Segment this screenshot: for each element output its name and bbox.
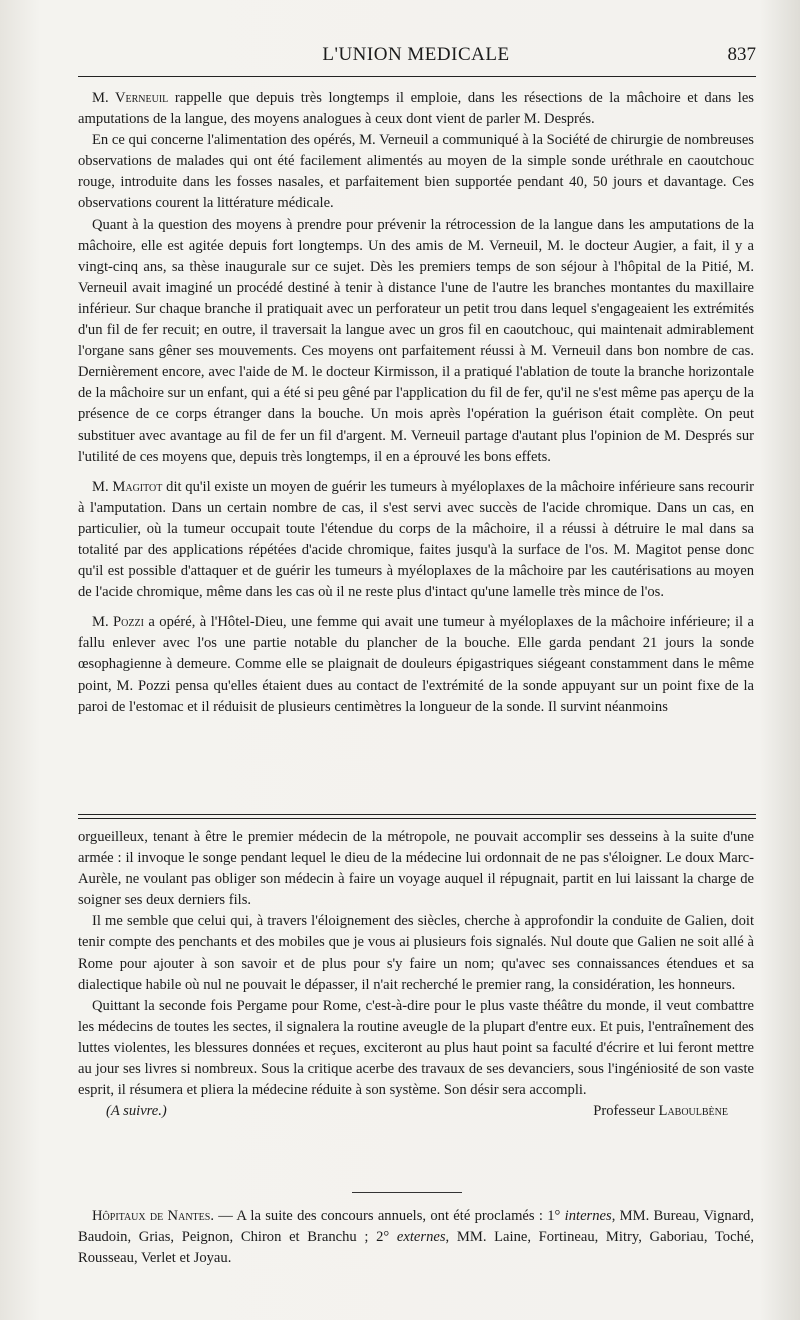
header-rule [78,76,756,77]
paragraph-galien: Il me semble que celui qui, à travers l'éloignement des siècles, cherche à approfondir la conduite de Galien, doit tenir compte des penchants et des mobiles que je vous ai plusieurs fois signalés. Nul doute que Galien ne soit allé à Rome pour ajouter à son savoir et de plus pour s'y faire un nom; qu'avec ses connaissances étendues et sa dialectique habile où nul ne pouvait le dépasser, il n'ait recherché le premier rang, la considération, les honneurs. [78,913,754,993]
section-news [78,1206,754,1269]
paragraph-alimentation: En ce qui concerne l'alimentation des opérés, M. Verneuil a communiqué à la Société de chirurgie de nombreuses observations de malades qui ont été facilement alimentés au moyen de la simple sonde uréthrale en caoutchouc rouge, introduite dans les fosses nasales, et parfaitement bien supportée pendant 40, 50 jours et davantage. Ces observations courent la littérature médicale. [78,132,754,212]
paragraph-nantes: Hôpitaux de Nantes. — A la suite des concours annuels, ont été proclamés : 1° internes, MM. Bureau, Vignard, Baudoin, Grias, Peignon, Chiron et Branchu ; 2° externes, MM. Laine, Fortineau, Mitry, Gaboriau, Toché, Rousseau, Verlet et Joyau. [78,1208,754,1267]
paragraph-retrocession: Quant à la question des moyens à prendre pour prévenir la rétrocession de la langue dans les amputations de la mâchoire, elle est agitée depuis fort longtemps. Un des amis de M. Verneuil, M. le docteur Augier, a fait, il y a vingt-cinq ans, sa thèse inaugurale sur ce sujet. Dès les premiers temps de son séjour à l'hôpital de la Pitié, M. Verneuil avait imaginé un procédé destiné à tenir à distance l'une de l'autre les branches montantes du maxillaire inférieur. Sur chaque branche il pratiquait avec un perforateur un petit trou dans lequel s'engageaient les extrémités d'un fil de fer recuit; en outre, il traversait la langue avec un gros fil en caoutchouc, qui maintenait admirablement l'organe sans gêner ses mouvements. Ces moyens ont parfaitement réussi à M. Verneuil dans bon nombre de cas. Dernièrement encore, avec l'aide de M. le docteur Kirmisson, il a pratiqué l'ablation de toute la branche horizontale de la mâchoire sur un enfant, qui a été si peu gêné par l'application du fil de fer, qu'il ne s'est même pas aperçu de la présence de ce corps étranger dans la bouche. Un mois après l'opération la guérison était complète. On peut substituer avec avantage au fil de fer un fil d'argent. M. Verneuil partage d'autant plus l'opinion de M. Després sur l'utilité de ces moyens que, depuis très longtemps, il en a éprouvé les bons effets. [78,216,754,465]
paragraph-verneuil: M. Verneuil rappelle que depuis très longtemps il emploie, dans les résections de la mâchoire et dans les amputations de la langue, des moyens analogues à ceux dont vient de parler M. Després. [78,90,754,128]
speaker-name: M. Verneuil [92,90,169,106]
paragraph-pozzi: M. Pozzi a opéré, à l'Hôtel-Dieu, une femme qui avait une tumeur à myéloplaxes de la mâchoire inférieure; il a fallu enlever avec l'os une partie notable du plancher de la bouche. Elle garda pendant 21 jours la sonde œsophagienne à demeure. Comme elle se plaignait de douleurs épigastriques siégeant constamment dans le même point, M. Pozzi pensa qu'elles étaient dues au contact de l'extrémité de la sonde appuyant sur un point fixe de la paroi de l'estomac et il réduisit de plusieurs centimètres la longueur de la sonde. Il survint néanmoins [78,614,754,715]
speaker-name: M. Pozzi [92,614,144,631]
running-header [76,44,756,72]
feuilleton-rule-top [78,814,756,815]
to-be-continued: (A suivre.) [106,1103,167,1120]
page-number: 837 [727,44,756,65]
section-feuilleton [78,827,754,1123]
section-society-report [78,88,754,718]
feuilleton-rule-bottom [78,818,756,819]
signature-line [78,1101,754,1123]
paragraph-orgueilleux: orgueilleux, tenant à être le premier médecin de la métropole, ne pouvait accomplir ses desseins à la suite d'une armée : il invoque le songe pendant lequel le dieu de la médecine lui ordonnait de ne pas s'éloigner. Le doux Marc-Aurèle, ne voulant pas obliger son médecin à faire un voyage auquel il répugnait, partit en lui laissant la charge de soigner ses deux derniers fils. [78,829,754,909]
section-divider [352,1192,462,1193]
paragraph-magitot: M. Magitot dit qu'il existe un moyen de guérir les tumeurs à myéloplaxes de la mâchoire inférieure sans recourir à l'amputation. Dans un certain nombre de cas, il s'est servi avec succès de l'acide chromique. Dans un cas, en particulier, où la tumeur occupait toute l'étendue du corps de la mâchoire, il a réussi à détruire le mal dans sa totalité par des applications répétées d'acide chromique, faites jusqu'à la surface de l'os. M. Magitot pense donc qu'il est possible d'attaquer et de guérir les tumeurs à myéloplaxes de la mâchoire par les cautérisations au moyen de l'acide chromique, même dans les cas où il ne reste plus d'intact qu'une lamelle très mince de l'os. [78,478,754,601]
speaker-name: M. Magitot [92,478,163,495]
paragraph-pergame: Quittant la seconde fois Pergame pour Rome, c'est-à-dire pour le plus vaste théâtre du monde, il veut combattre les médecins de toutes les sectes, il signalera la routine aveugle de la plupart d'entre eux. Et puis, l'entraînement des luttes violentes, les blessures données et reçues, exciteront au plus haut point sa faculté d'écrire et lui feront mettre au jour ses livres si nombreux. Sous la critique acerbe des travaux de ses devanciers, sous l'ingéniosité de son vaste esprit, il résumera et pliera la médecine réduite à son système. Son désir sera accompli. [78,997,754,1099]
journal-title: L'UNION MEDICALE [322,44,510,65]
author-signature: Professeur Laboulbène [593,1103,728,1120]
news-heading: Hôpitaux de Nantes. [92,1208,214,1224]
